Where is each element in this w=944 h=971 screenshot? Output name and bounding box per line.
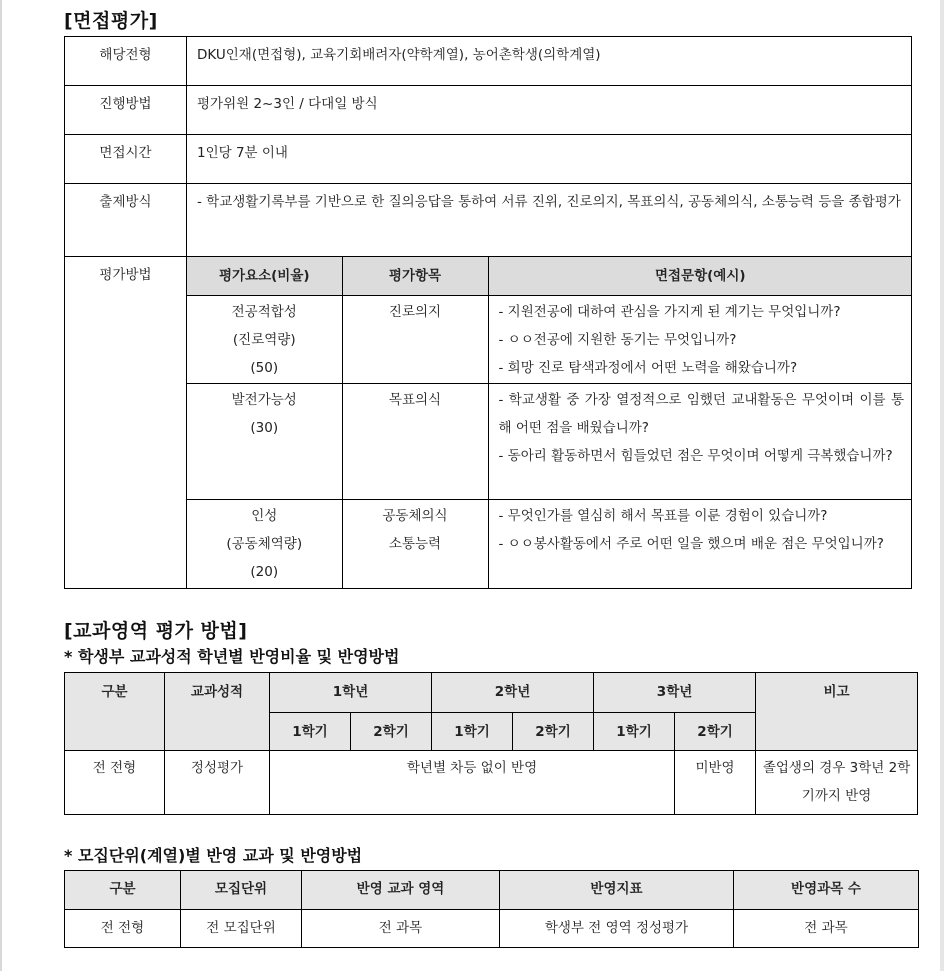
header-semester: 2학기: [351, 713, 432, 751]
element-ratio: (50): [250, 360, 279, 376]
evaluation-questions: [488, 296, 912, 384]
header-criteria: 평가항목: [342, 257, 488, 296]
cell-unit: 전 모집단위: [181, 910, 302, 948]
header-semester: 2학기: [675, 713, 756, 751]
element-name: 인성: [251, 508, 278, 524]
header-semester: 1학기: [432, 713, 513, 751]
row-value: 평가위원 2~3인 / 다대일 방식: [187, 86, 912, 135]
header-semester: 1학기: [270, 713, 351, 751]
row-label: 진행방법: [65, 86, 187, 135]
curriculum-section-title: [교과영역 평가 방법]: [64, 620, 248, 642]
evaluation-row: [187, 384, 912, 500]
interview-table: [64, 36, 912, 589]
row-label: 해당전형: [65, 37, 187, 86]
header-year-1: 1학년: [270, 673, 432, 713]
header-category: 구분: [65, 673, 165, 751]
element-ratio: (20): [250, 564, 279, 580]
cell-indicator: 학생부 전 영역 정성평가: [500, 910, 734, 948]
evaluation-criteria: [342, 296, 488, 384]
criteria-name: 공동체의식: [382, 508, 448, 524]
header-score: 교과성적: [165, 673, 270, 751]
evaluation-element: [187, 384, 342, 500]
row-label: 출제방식: [65, 184, 187, 257]
evaluation-criteria: [342, 384, 488, 500]
header-category: 구분: [65, 871, 181, 910]
grade-table-subtitle: * 학생부 교과성적 학년별 반영비율 및 반영방법: [64, 647, 400, 666]
element-sub: (공동체역량): [226, 536, 303, 552]
header-semester: 1학기: [594, 713, 675, 751]
cell-category: 전 전형: [65, 751, 165, 815]
table-row: [65, 184, 912, 257]
row-value: DKU인재(면접형), 교육기회배려자(약학계열), 농어촌학생(의학계열): [187, 37, 912, 86]
row-value: 1인당 7분 이내: [187, 135, 912, 184]
evaluation-cell: [187, 257, 912, 589]
table-row: [65, 135, 912, 184]
unit-header-row: [65, 871, 919, 910]
evaluation-element: [187, 296, 342, 384]
evaluation-questions: [488, 500, 912, 588]
header-questions: 면접문항(예시): [488, 257, 912, 296]
header-element: 평가요소(비율): [187, 257, 342, 296]
table-row: [65, 37, 912, 86]
grade-reflection-table: [64, 672, 918, 815]
cell-subject-area: 전 과목: [302, 910, 500, 948]
header-year-2: 2학년: [432, 673, 594, 713]
element-sub: (진로역량): [232, 332, 296, 348]
header-semester: 2학기: [513, 713, 594, 751]
question-item: - ㅇㅇ전공에 지원한 동기는 무엇입니까?: [498, 332, 737, 348]
interview-section-title: [면접평가]: [64, 10, 158, 32]
unit-data-row: [65, 910, 919, 948]
header-indicator: 반영지표: [500, 871, 734, 910]
evaluation-row: [187, 500, 912, 588]
cell-reflected: 학년별 차등 없이 반영: [270, 751, 675, 815]
evaluation-element: [187, 500, 342, 588]
header-unit: 모집단위: [181, 871, 302, 910]
row-value: - 학교생활기록부를 기반으로 한 질의응답을 통하여 서류 진위, 진로의지, 목표의식, 공동체의식, 소통능력 등을 종합평가: [187, 184, 912, 257]
element-ratio: (30): [250, 420, 279, 436]
header-subject-area: 반영 교과 영역: [302, 871, 500, 910]
grade-data-row: [65, 751, 918, 815]
unit-table-subtitle: * 모집단위(계열)별 반영 교과 및 반영방법: [64, 846, 363, 865]
criteria-name: 목표의식: [388, 392, 442, 408]
question-item: - 학교생활 중 가장 열정적으로 임했던 교내활동은 무엇이며 이를 통해 어떤 점을 배웠습니까?: [498, 392, 904, 436]
question-item: - 무엇인가를 열심히 해서 목표를 이룬 경험이 있습니까?: [498, 508, 828, 524]
header-year-3: 3학년: [594, 673, 756, 713]
page-left-edge: [0, 0, 2, 971]
question-item: - 동아리 활동하면서 힘들었던 점은 무엇이며 어떻게 극복했습니까?: [498, 448, 893, 464]
question-item: - 희망 진로 탐색과정에서 어떤 노력을 해왔습니까?: [498, 360, 798, 376]
evaluation-table: [187, 257, 912, 588]
evaluation-questions: [488, 384, 912, 500]
element-name: 발전가능성: [231, 392, 297, 408]
evaluation-row: [187, 296, 912, 384]
grade-header-row-1: [65, 673, 918, 713]
cell-not-reflected: 미반영: [675, 751, 756, 815]
cell-subject-count: 전 과목: [734, 910, 919, 948]
row-label: 면접시간: [65, 135, 187, 184]
question-item: - ㅇㅇ봉사활동에서 주로 어떤 일을 했으며 배운 점은 무엇입니까?: [498, 536, 884, 552]
table-row: [65, 257, 912, 589]
evaluation-criteria: [342, 500, 488, 588]
table-row: [65, 86, 912, 135]
cell-note: 졸업생의 경우 3학년 2학기까지 반영: [756, 751, 918, 815]
element-name: 전공적합성: [231, 304, 297, 320]
cell-score: 정성평가: [165, 751, 270, 815]
row-label: 평가방법: [65, 257, 187, 589]
unit-reflection-table: [64, 870, 919, 948]
scrollbar-track[interactable]: [940, 0, 944, 971]
question-item: - 지원전공에 대하여 관심을 가지게 된 계기는 무엇입니까?: [498, 304, 841, 320]
criteria-name: 소통능력: [388, 536, 442, 552]
cell-category: 전 전형: [65, 910, 181, 948]
header-note: 비고: [756, 673, 918, 751]
criteria-name: 진로의지: [388, 304, 442, 320]
evaluation-header-row: [187, 257, 912, 296]
header-subject-count: 반영과목 수: [734, 871, 919, 910]
